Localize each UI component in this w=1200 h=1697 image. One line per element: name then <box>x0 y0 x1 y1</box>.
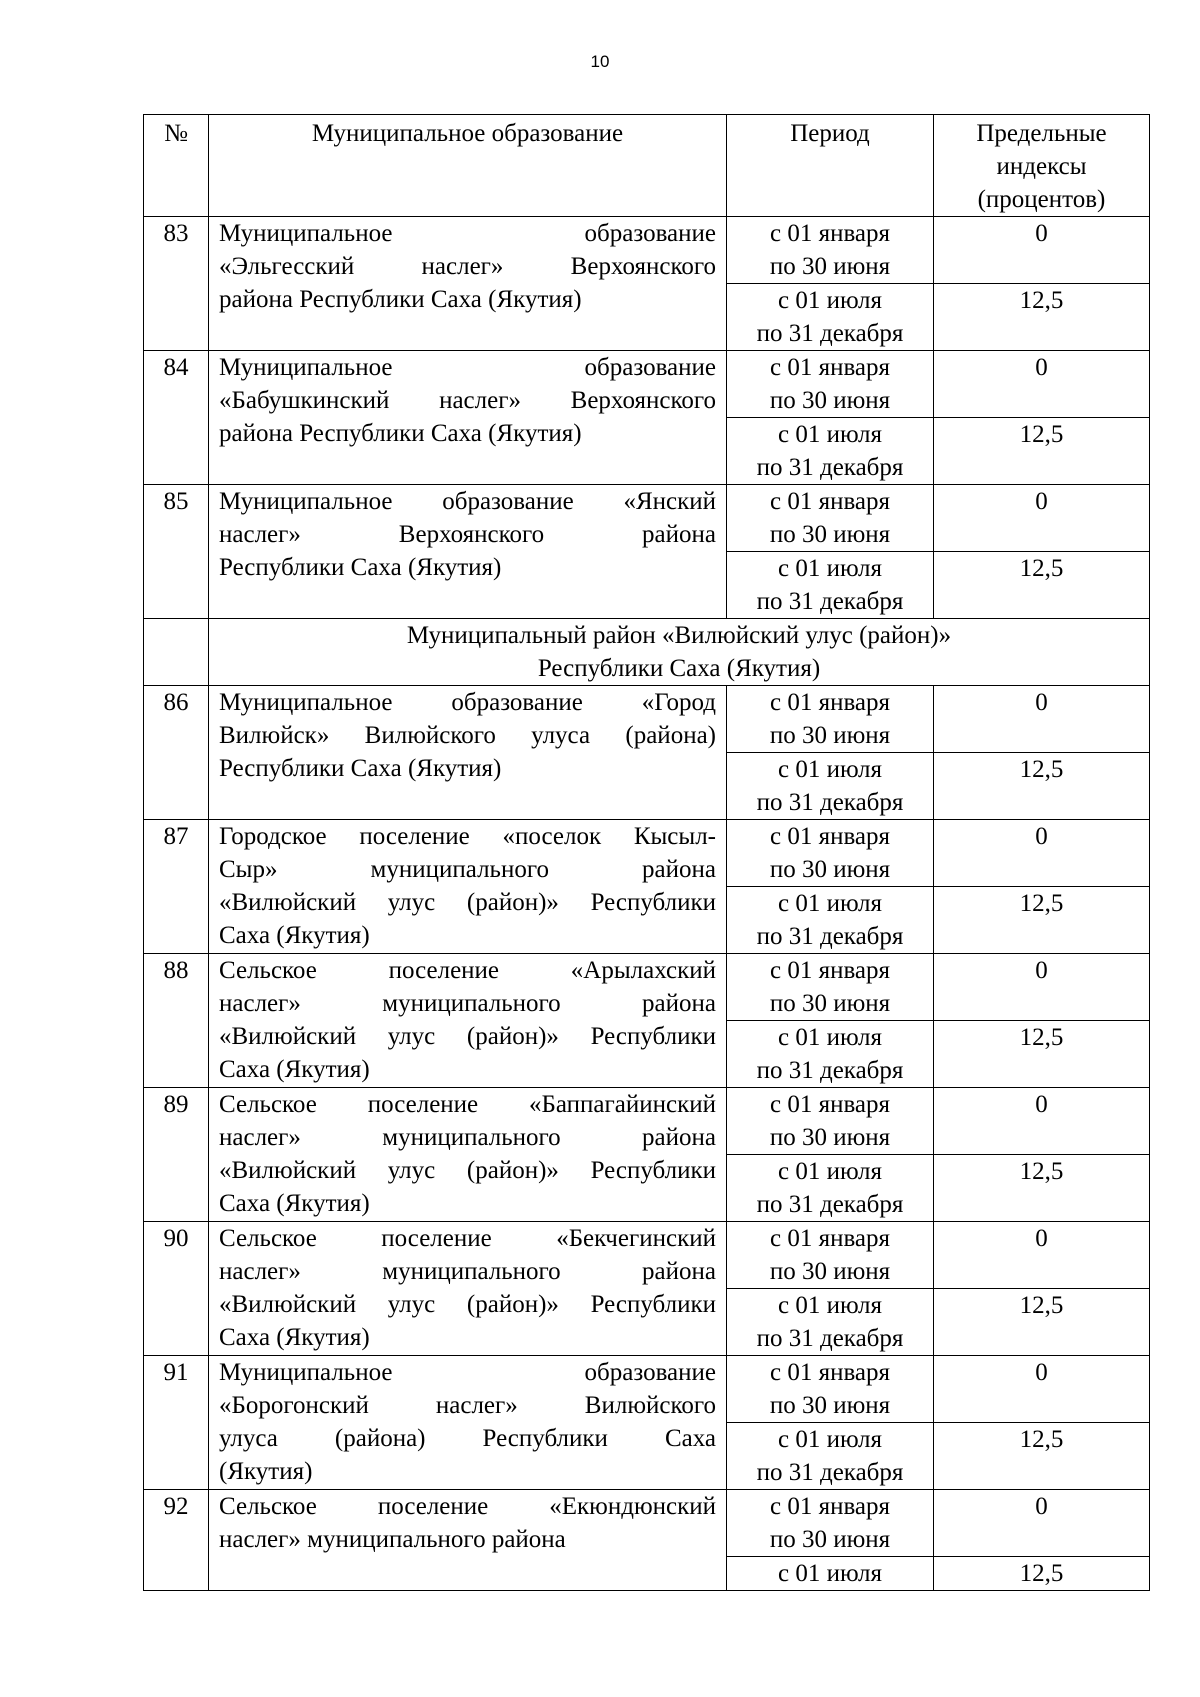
municipality-name-line: «Эльгесский наслег» Верхоянского <box>219 253 716 280</box>
period-to: по 31 декабря <box>756 454 904 481</box>
period-from: с 01 июля <box>777 1292 882 1319</box>
index-first-half: 0 <box>934 485 1150 552</box>
municipality-name-line: Сельское поселение «Баппагайинский <box>219 1091 716 1118</box>
table-row <box>144 1222 1150 1289</box>
section-row <box>144 619 1150 686</box>
municipality-name-line: наслег» муниципального района <box>219 1258 716 1285</box>
period-second-half <box>727 552 934 619</box>
index-second-half: 12,5 <box>934 552 1150 619</box>
municipality-name <box>209 1356 727 1490</box>
row-number: 92 <box>144 1490 209 1591</box>
table-row <box>144 954 1150 1021</box>
municipality-name <box>209 1490 727 1591</box>
period-from: с 01 января <box>769 1091 891 1118</box>
table-row <box>144 351 1150 418</box>
municipality-name-line: Сельское поселение «Бекчегинский <box>219 1225 716 1252</box>
period-second-half <box>727 1289 934 1356</box>
period-from: с 01 июля <box>777 421 882 448</box>
period-first-half <box>727 351 934 418</box>
municipality-name-line: Сельское поселение «Арылахский <box>219 957 716 984</box>
index-first-half: 0 <box>934 820 1150 887</box>
municipality-name <box>209 485 727 619</box>
period-second-half <box>727 753 934 820</box>
period-first-half <box>727 954 934 1021</box>
table-row <box>144 686 1150 753</box>
period-second-half <box>727 1557 934 1591</box>
municipality-name-line: наслег» муниципального района <box>219 990 716 1017</box>
period-second-half <box>727 1155 934 1222</box>
municipality-name-line: (Якутия) <box>219 1458 313 1485</box>
table-row <box>144 1088 1150 1155</box>
section-title <box>209 619 1150 686</box>
municipality-name-line: наслег» муниципального района <box>219 1124 716 1151</box>
period-from: с 01 июля <box>777 287 882 314</box>
index-first-half: 0 <box>934 1356 1150 1423</box>
period-second-half <box>727 887 934 954</box>
municipality-name-line: района Республики Саха (Якутия) <box>219 286 582 313</box>
table-body-vilyuysk <box>144 686 1150 1591</box>
index-first-half: 0 <box>934 1222 1150 1289</box>
row-number: 90 <box>144 1222 209 1356</box>
period-first-half <box>727 217 934 284</box>
municipality-name-line: Муниципальное образование <box>219 354 716 381</box>
period-to: по 31 декабря <box>756 320 904 347</box>
index-first-half: 0 <box>934 351 1150 418</box>
index-second-half: 12,5 <box>934 1423 1150 1490</box>
period-from: с 01 января <box>769 957 891 984</box>
period-to: по 31 декабря <box>756 1191 904 1218</box>
municipality-name-line: Саха (Якутия) <box>219 1056 370 1083</box>
period-from: с 01 января <box>769 220 891 247</box>
municipality-name-line: Муниципальное образование «Янский <box>219 488 716 515</box>
index-first-half: 0 <box>934 1490 1150 1557</box>
period-first-half <box>727 1222 934 1289</box>
municipality-name-line: «Вилюйский улус (район)» Республики <box>219 1157 716 1184</box>
period-from: с 01 июля <box>777 1560 882 1587</box>
period-to: по 31 декабря <box>756 1325 904 1352</box>
table-row <box>144 485 1150 552</box>
row-number: 87 <box>144 820 209 954</box>
period-to: по 30 июня <box>769 1124 891 1151</box>
municipality-name <box>209 954 727 1088</box>
period-second-half <box>727 418 934 485</box>
period-from: с 01 января <box>769 1493 891 1520</box>
municipality-name <box>209 1088 727 1222</box>
index-second-half: 12,5 <box>934 753 1150 820</box>
index-second-half: 12,5 <box>934 1155 1150 1222</box>
municipality-name-line: Саха (Якутия) <box>219 1324 370 1351</box>
row-number: 88 <box>144 954 209 1088</box>
municipality-name-line: «Борогонский наслег» Вилюйского <box>219 1392 716 1419</box>
header-period: Период <box>727 115 934 217</box>
municipality-name-line: Сыр» муниципального района <box>219 856 716 883</box>
municipality-name-line: Муниципальное образование <box>219 1359 716 1386</box>
municipality-name-line: «Вилюйский улус (район)» Республики <box>219 1291 716 1318</box>
municipality-name-line: Саха (Якутия) <box>219 922 370 949</box>
row-number: 91 <box>144 1356 209 1490</box>
period-second-half <box>727 1423 934 1490</box>
period-from: с 01 июля <box>777 756 882 783</box>
period-second-half <box>727 1021 934 1088</box>
period-from: с 01 января <box>769 823 891 850</box>
period-to: по 31 декабря <box>756 923 904 950</box>
municipality-name <box>209 217 727 351</box>
index-table <box>143 114 1150 1591</box>
header-num: № <box>144 115 209 217</box>
period-first-half <box>727 485 934 552</box>
period-to: по 30 июня <box>769 1258 891 1285</box>
period-to: по 31 декабря <box>756 1459 904 1486</box>
period-from: с 01 января <box>769 354 891 381</box>
table-row <box>144 1356 1150 1423</box>
period-first-half <box>727 820 934 887</box>
index-second-half: 12,5 <box>934 1021 1150 1088</box>
period-to: по 30 июня <box>769 1526 891 1553</box>
header-index-line2: индексы <box>996 153 1087 180</box>
period-to: по 30 июня <box>769 1392 891 1419</box>
index-first-half: 0 <box>934 1088 1150 1155</box>
period-first-half <box>727 1490 934 1557</box>
table-row <box>144 1490 1150 1557</box>
municipality-name-line: Саха (Якутия) <box>219 1190 370 1217</box>
municipality-name-line: Вилюйск» Вилюйского улуса (района) <box>219 722 716 749</box>
section-title-line2: Республики Саха (Якутия) <box>537 655 821 682</box>
period-to: по 30 июня <box>769 722 891 749</box>
table-row <box>144 820 1150 887</box>
period-to: по 31 декабря <box>756 1057 904 1084</box>
period-to: по 30 июня <box>769 856 891 883</box>
row-number: 89 <box>144 1088 209 1222</box>
index-first-half: 0 <box>934 954 1150 1021</box>
index-first-half: 0 <box>934 686 1150 753</box>
table-section <box>144 619 1150 686</box>
table-body-verkhoyansk <box>144 217 1150 619</box>
row-number: 85 <box>144 485 209 619</box>
municipality-name-line: «Вилюйский улус (район)» Республики <box>219 889 716 916</box>
period-from: с 01 января <box>769 488 891 515</box>
header-municipality: Муниципальное образование <box>209 115 727 217</box>
municipality-name-line: Муниципальное образование «Город <box>219 689 716 716</box>
index-second-half: 12,5 <box>934 1557 1150 1591</box>
row-number: 83 <box>144 217 209 351</box>
index-second-half: 12,5 <box>934 284 1150 351</box>
period-second-half <box>727 284 934 351</box>
index-second-half: 12,5 <box>934 887 1150 954</box>
municipality-name-line: «Бабушкинский наслег» Верхоянского <box>219 387 716 414</box>
municipality-name-line: Муниципальное образование <box>219 220 716 247</box>
header-index <box>934 115 1150 217</box>
municipality-name-line: улуса (района) Республики Саха <box>219 1425 716 1452</box>
period-to: по 31 декабря <box>756 789 904 816</box>
header-index-line3: (процентов) <box>977 186 1106 213</box>
period-from: с 01 июля <box>777 555 882 582</box>
period-from: с 01 июля <box>777 1158 882 1185</box>
municipality-name-line: Республики Саха (Якутия) <box>219 554 502 581</box>
index-second-half: 12,5 <box>934 418 1150 485</box>
municipality-name-line: наслег» Верхоянского района <box>219 521 716 548</box>
municipality-name-line: Городское поселение «поселок Кысыл- <box>219 823 716 850</box>
section-empty-cell <box>144 619 209 686</box>
period-from: с 01 января <box>769 1359 891 1386</box>
row-number: 84 <box>144 351 209 485</box>
period-first-half <box>727 686 934 753</box>
municipality-name <box>209 1222 727 1356</box>
period-from: с 01 июля <box>777 890 882 917</box>
period-first-half <box>727 1356 934 1423</box>
municipality-name-line: Республики Саха (Якутия) <box>219 755 502 782</box>
period-from: с 01 июля <box>777 1024 882 1051</box>
period-from: с 01 июля <box>777 1426 882 1453</box>
period-to: по 30 июня <box>769 990 891 1017</box>
section-title-line1: Муниципальный район «Вилюйский улус (район)» <box>406 622 952 649</box>
period-first-half <box>727 1088 934 1155</box>
index-second-half: 12,5 <box>934 1289 1150 1356</box>
period-to: по 30 июня <box>769 521 891 548</box>
period-to: по 30 июня <box>769 253 891 280</box>
municipality-name <box>209 820 727 954</box>
header-index-line1: Предельные <box>976 120 1107 147</box>
index-first-half: 0 <box>934 217 1150 284</box>
row-number: 86 <box>144 686 209 820</box>
period-from: с 01 января <box>769 1225 891 1252</box>
page-number: 10 <box>590 52 610 71</box>
municipality-name-line: наслег» муниципального района <box>219 1526 566 1553</box>
municipality-name <box>209 351 727 485</box>
municipality-name-line: района Республики Саха (Якутия) <box>219 420 582 447</box>
table-header-row <box>144 115 1150 217</box>
period-to: по 30 июня <box>769 387 891 414</box>
table-row <box>144 217 1150 284</box>
period-from: с 01 января <box>769 689 891 716</box>
municipality-name <box>209 686 727 820</box>
municipality-name-line: «Вилюйский улус (район)» Республики <box>219 1023 716 1050</box>
municipality-name-line: Сельское поселение «Екюндюнский <box>219 1493 716 1520</box>
period-to: по 31 декабря <box>756 588 904 615</box>
